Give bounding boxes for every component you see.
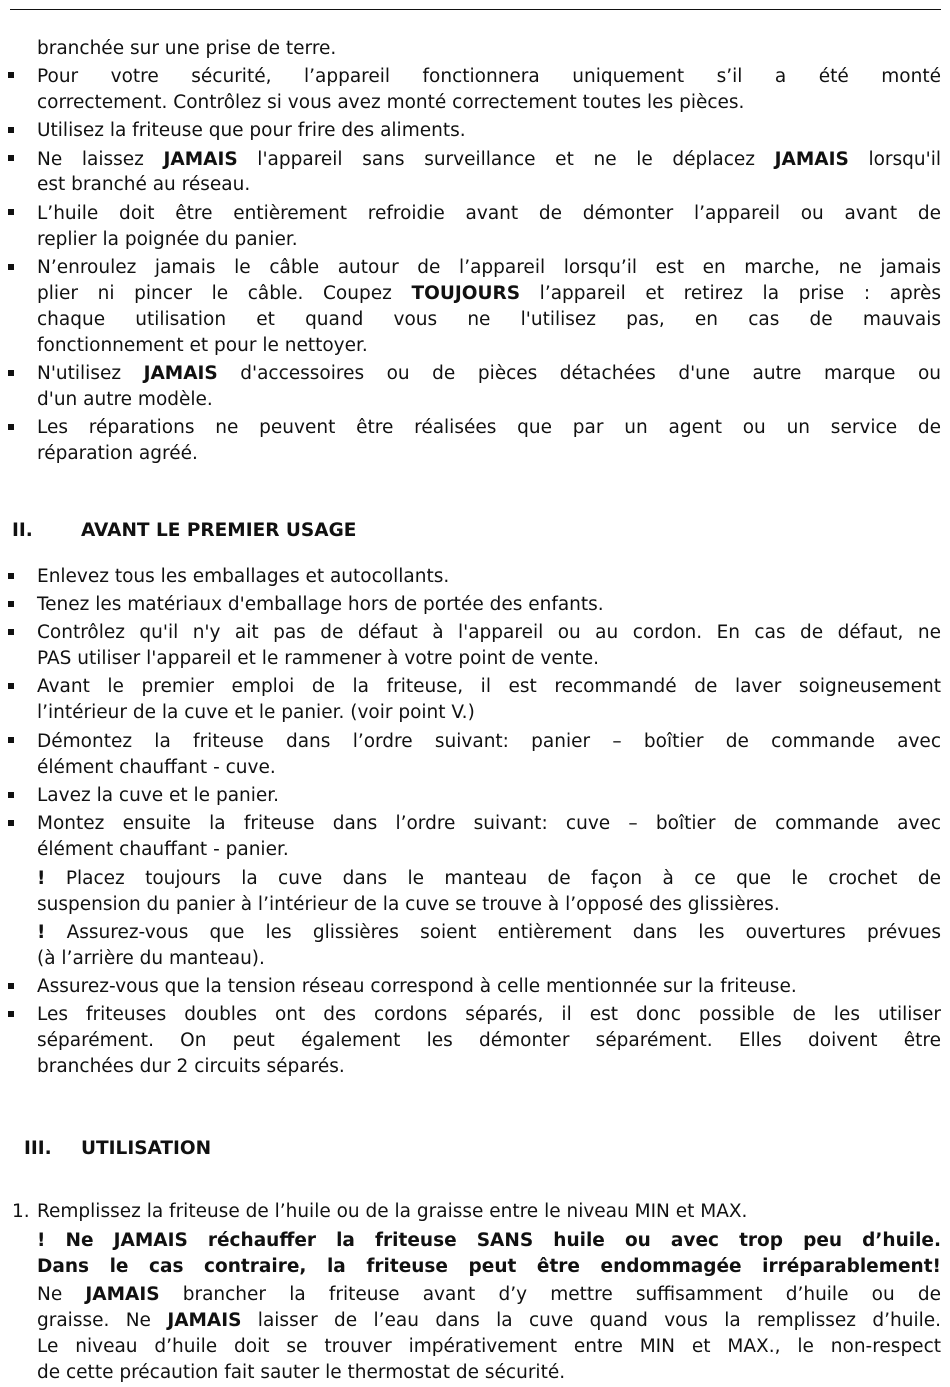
text-line: Enlevez tous les emballages et autocollants. <box>37 566 450 587</box>
text-line: branchées dur 2 circuits séparés. <box>37 1056 345 1077</box>
text-line: Les réparations ne peuvent être réalisées que par un agent ou un service de <box>37 417 941 438</box>
bullet-icon <box>8 629 14 635</box>
text-line: N’enroulez jamais le câble autour de l’appareil lorsqu’il est en marche, ne jamais <box>37 257 941 278</box>
text-line: replier la poignée du panier. <box>37 229 298 250</box>
bullet-icon <box>8 792 14 798</box>
text-line: réparation agréé. <box>37 443 198 464</box>
bullet-icon <box>8 601 14 607</box>
text-line: Utilisez la friteuse que pour frire des aliments. <box>37 120 466 141</box>
text-line: Contrôlez qu'il n'y ait pas de défaut à l'appareil ou au cordon. En cas de défaut, ne <box>37 622 941 643</box>
text-line: Tenez les matériaux d'emballage hors de portée des enfants. <box>37 594 604 615</box>
text-line: Lavez la cuve et le panier. <box>37 785 280 806</box>
emphasis-text: TOUJOURS <box>411 283 521 304</box>
text-line: l’intérieur de la cuve et le panier. (voir point V.) <box>37 702 475 723</box>
text-line: Ne laissez JAMAIS l'appareil sans surveillance et ne le déplacez JAMAIS lorsqu'il <box>37 149 942 170</box>
text-line: élément chauffant - cuve. <box>37 757 276 778</box>
emphasis-text: JAMAIS <box>143 363 218 384</box>
section-number: III. <box>24 1138 52 1159</box>
text-line: Montez ensuite la friteuse dans l’ordre suivant: cuve – boîtier de commande avec <box>37 813 941 834</box>
bullet-icon <box>8 72 14 78</box>
bullet-icon <box>8 820 14 826</box>
text-line: séparément. On peut également les démonter séparément. Elles doivent être <box>37 1030 941 1051</box>
bullet-icon <box>8 573 14 579</box>
text-line: suspension du panier à l’intérieur de la cuve se trouve à l’opposé des glissières. <box>37 894 780 915</box>
bullet-icon <box>8 983 14 989</box>
text-line: Avant le premier emploi de la friteuse, il est recommandé de laver soigneusement <box>37 676 941 697</box>
text-line: est branché au réseau. <box>37 174 251 195</box>
emphasis-text: JAMAIS <box>85 1284 160 1305</box>
text-line: correctement. Contrôlez si vous avez monté correctement toutes les pièces. <box>37 92 745 113</box>
bullet-icon <box>8 1011 14 1017</box>
section-title: UTILISATION <box>81 1138 212 1159</box>
bullet-icon <box>8 155 14 161</box>
text-line: fonctionnement et pour le nettoyer. <box>37 335 368 356</box>
emphasis-text: JAMAIS <box>774 149 849 170</box>
text-line: Pour votre sécurité, l’appareil fonctionnera uniquement s’il a été monté <box>37 66 941 87</box>
text-line: PAS utiliser l'appareil et le rammener à votre point de vente. <box>37 648 600 669</box>
text-line: de cette précaution fait sauter le thermostat de sécurité. <box>37 1362 566 1383</box>
text-line: Ne JAMAIS brancher la friteuse avant d’y mettre suffisamment d’huile ou de <box>37 1284 941 1305</box>
bullet-icon <box>8 127 14 133</box>
text-line: Les friteuses doubles ont des cordons séparés, il est donc possible de les utiliser <box>37 1004 941 1025</box>
section-number: II. <box>12 520 33 541</box>
text-line: d'un autre modèle. <box>37 389 213 410</box>
text-line: branchée sur une prise de terre. <box>37 38 337 59</box>
emphasis-text: JAMAIS <box>163 149 238 170</box>
bullet-icon <box>8 209 14 215</box>
bullet-icon <box>8 737 14 743</box>
text-line: Le niveau d’huile doit se trouver impérativement entre MIN et MAX., le non-respect <box>37 1336 941 1357</box>
text-line: plier ni pincer le câble. Coupez TOUJOURS l’appareil et retirez la prise : après <box>37 283 941 304</box>
top-rule <box>10 9 941 10</box>
bullet-icon <box>8 370 14 376</box>
list-number: 1. <box>12 1201 30 1222</box>
text-line: N'utilisez JAMAIS d'accessoires ou de pièces détachées d'une autre marque ou <box>37 363 941 384</box>
warning-line: Dans le cas contraire, la friteuse peut être endommagée irréparablement! <box>37 1256 941 1277</box>
text-line: (à l’arrière du manteau). <box>37 948 265 969</box>
emphasis-text: JAMAIS <box>167 1310 242 1331</box>
section-title: AVANT LE PREMIER USAGE <box>81 520 357 541</box>
text-line: ! Placez toujours la cuve dans le manteau de façon à ce que le crochet de <box>37 868 941 889</box>
bullet-icon <box>8 264 14 270</box>
text-line: chaque utilisation et quand vous ne l'utilisez pas, en cas de mauvais <box>37 309 941 330</box>
text-line: Assurez-vous que la tension réseau correspond à celle mentionnée sur la friteuse. <box>37 976 797 997</box>
warning-line: ! Ne JAMAIS réchauffer la friteuse SANS huile ou avec trop peu d’huile. <box>37 1230 941 1251</box>
text-line: ! Assurez-vous que les glissières soient entièrement dans les ouvertures prévues <box>37 922 941 943</box>
bullet-icon <box>8 424 14 430</box>
text-line: Démontez la friteuse dans l’ordre suivant: panier – boîtier de commande avec <box>37 731 941 752</box>
emphasis-text: ! <box>37 922 46 943</box>
text-line: Remplissez la friteuse de l’huile ou de la graisse entre le niveau MIN et MAX. <box>37 1201 748 1222</box>
emphasis-text: ! <box>37 868 46 889</box>
bullet-icon <box>8 683 14 689</box>
text-line: graisse. Ne JAMAIS laisser de l’eau dans la cuve quand vous la remplissez d’huile. <box>37 1310 941 1331</box>
text-line: élément chauffant - panier. <box>37 839 289 860</box>
text-line: L’huile doit être entièrement refroidie avant de démonter l’appareil ou avant de <box>37 203 941 224</box>
